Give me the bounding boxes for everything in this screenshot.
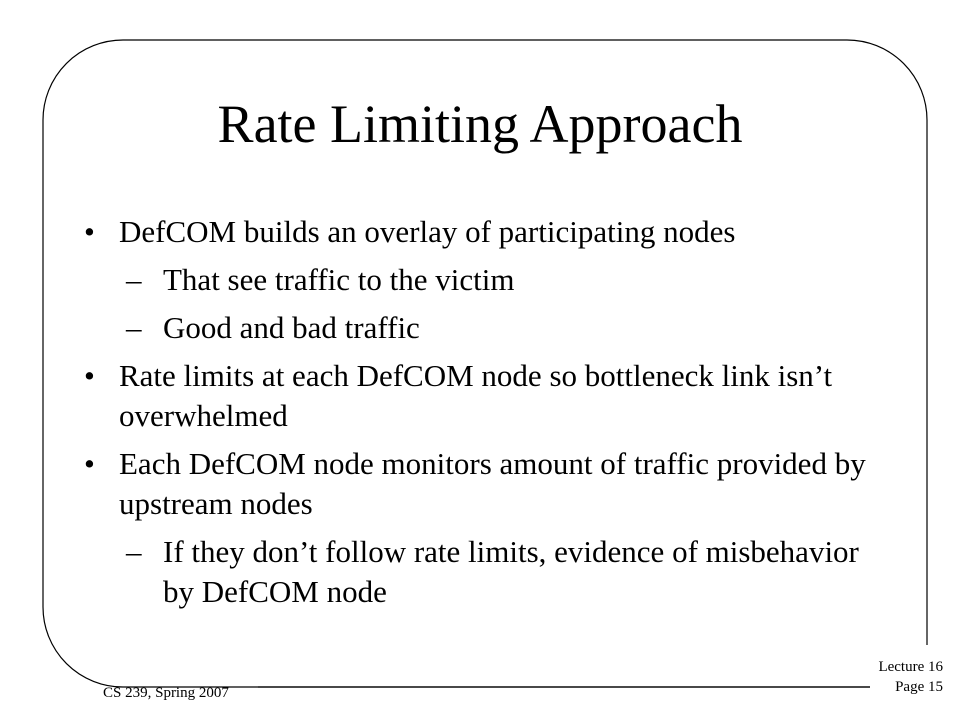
slide-title: Rate Limiting Approach <box>217 94 743 154</box>
bullet-marker: • <box>84 358 95 393</box>
bullet-text: If they don’t follow rate limits, evidence of misbehavior by DefCOM node <box>163 534 859 609</box>
sub-bullet-marker: – <box>126 262 142 297</box>
footer-lecture: Lecture 16 <box>878 659 943 675</box>
bullet-item <box>84 212 884 252</box>
bullet-marker: • <box>84 446 95 481</box>
bullet-item <box>84 444 884 524</box>
bullet-text: Good and bad traffic <box>163 310 420 345</box>
footer-course: CS 239, Spring 2007 <box>103 685 229 701</box>
footer-page-number: Page 15 <box>895 679 943 695</box>
sub-bullet-item <box>84 308 884 348</box>
sub-bullet-item <box>84 260 884 300</box>
bullet-list <box>84 212 884 620</box>
bullet-item <box>84 356 884 436</box>
bullet-text: That see traffic to the victim <box>163 262 515 297</box>
sub-bullet-marker: – <box>126 534 142 569</box>
bullet-text: Each DefCOM node monitors amount of traffic provided by upstream nodes <box>119 446 866 521</box>
bullet-marker: • <box>84 214 95 249</box>
bullet-text: Rate limits at each DefCOM node so bottleneck link isn’t overwhelmed <box>119 358 833 433</box>
sub-bullet-marker: – <box>126 310 142 345</box>
bullet-text: DefCOM builds an overlay of participating nodes <box>119 214 736 249</box>
footer-page-info <box>878 657 943 697</box>
sub-bullet-item <box>84 532 884 612</box>
